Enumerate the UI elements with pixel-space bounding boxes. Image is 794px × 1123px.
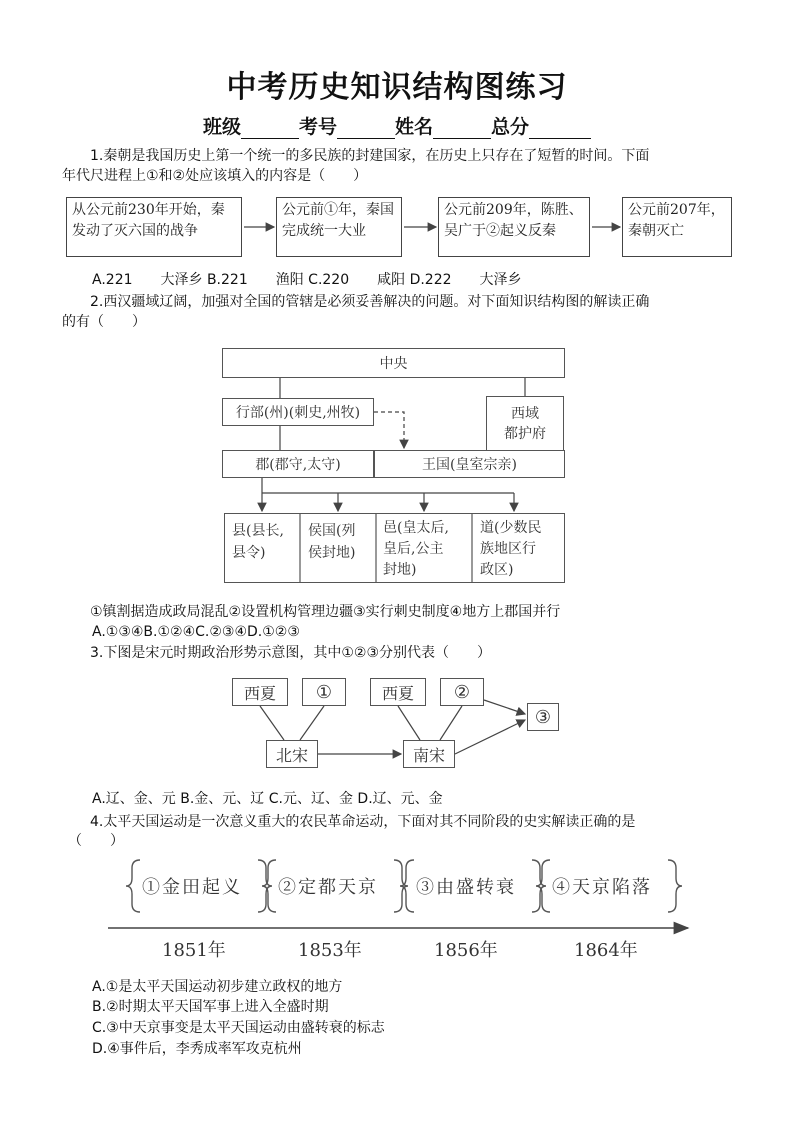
q2-hou-line1: 侯国(列 [308,523,356,539]
q4-option-b: B.②时期太平天国军事上进入全盛时期 [92,999,329,1015]
q2-dashed-link [374,412,404,448]
q2-dao-line3: 政区) [480,562,514,578]
q1-box-3 [438,197,590,257]
q2-dao-line1: 道(少数民 [480,520,542,536]
q3-circle3-label: ③ [534,706,552,728]
q2-dao-cell [474,514,564,585]
q2-yi-line2: 皇后,公主 [383,541,444,557]
page-title: 中考历史知识结构图练习 [226,70,568,105]
q1-box-2-line1: 公元前①年，秦国 [282,202,394,218]
q4-timeline-item-1: ①金田起义 [142,877,242,898]
class-blank[interactable] [241,120,299,139]
q4-year-2: 1853年 [298,940,362,961]
q1-box-1 [66,197,242,257]
q3-circle2-box [440,678,484,706]
q2-central-box [222,348,565,378]
q3-nansong-box [403,740,455,768]
q2-jun-box [222,450,374,478]
q4-timeline-item-4: ④天京陷落 [552,877,652,898]
q1-options: A.221 大泽乡 B.221 渔阳 C.220 咸阳 D.222 大泽乡 [92,272,522,288]
q4-stem-line2: （ ） [68,833,124,849]
q2-wangguo-box [374,450,565,478]
q3-arrow-nansong-c3 [455,720,525,754]
q2-xian-cell [226,516,300,568]
q3-circle2-label: ② [453,681,471,703]
q2-dao-line2: 族地区行 [480,541,536,557]
q4-stem-line1: 4.太平天国运动是一次意义重大的农民革命运动，下面对其不同阶段的史实解读正确的是 [90,814,636,830]
q3-circle1-label: ① [315,681,333,703]
q1-box-4 [622,197,732,257]
q2-hou-line2: 侯封地) [308,545,356,561]
q3-xixia-box-2 [370,678,426,706]
q3-nansong-label: 南宋 [412,745,445,765]
q3-link-xixia1-beisong [260,706,284,740]
name-label: 姓名 [395,116,434,138]
q3-arrow-c2-c3 [484,700,525,714]
q4-year-1: 1851年 [162,940,226,961]
q3-xixia-box-1 [232,678,288,706]
q1-box-4-line1: 公元前207年， [628,202,725,218]
score-blank[interactable] [529,120,591,139]
q1-stem-line2: 年代尺进程上①和②处应该填入的内容是（ ） [62,168,368,184]
student-info-line [0,112,794,139]
q2-yi-cell [377,514,473,585]
q3-beisong-box [266,740,318,768]
q3-link-c2-nansong [440,706,462,740]
q2-xiyu-line1: 西域 [511,406,539,422]
q4-year-3: 1856年 [434,940,498,961]
q1-box-3-line1: 公元前209年，陈胜、 [444,202,583,218]
q3-circle3-box [527,703,559,731]
q3-xixia-label-1: 西夏 [243,683,276,703]
q2-statements: ①镇割据造成政局混乱②设置机构管理边疆③实行刺史制度④地方上郡国并行 [90,604,561,620]
q4-timeline-item-2: ②定都天京 [278,877,378,898]
q3-link-c1-beisong [300,706,324,740]
q1-stem-line1: 1.秦朝是我国历史上第一个统一的多民族的封建国家，在历史上只存在了短暂的时间。下面 [90,148,650,164]
q3-options: A.辽、金、元 B.金、元、辽 C.元、辽、金 D.辽、元、金 [92,791,443,807]
q1-box-2-line2: 完成统一大业 [282,223,366,239]
q3-stem: 3.下图是宋元时期政治形势示意图，其中①②③分别代表（ ） [90,645,492,661]
q4-option-c: C.③中天京事变是太平天国运动由盛转衰的标志 [92,1020,385,1036]
q2-xiyu-line2: 都护府 [504,426,546,442]
q4-option-a: A.①是太平天国运动初步建立政权的地方 [92,979,343,995]
number-blank[interactable] [337,120,395,139]
q3-xixia-label-2: 西夏 [381,683,414,703]
q2-xingbu-box [222,398,374,426]
q2-wangguo-label: 王国(皇室宗亲) [422,457,517,473]
q2-xiyu-box [486,396,564,452]
q3-link-xixia2-nansong [398,706,420,740]
q2-stem-line1: 2.西汉疆域辽阔，加强对全国的管辖是必须妥善解决的问题。对下面知识结构图的解读正确 [90,294,650,310]
class-label: 班级 [202,116,241,138]
q4-timeline-item-3: ③由盛转衰 [416,877,516,898]
q2-stem-line2: 的有（ ） [62,314,146,330]
q3-circle1-box [302,678,346,706]
q2-yi-line3: 封地) [383,562,417,578]
q2-central-label: 中央 [379,356,408,372]
number-label: 考号 [298,116,337,138]
name-blank[interactable] [433,120,491,139]
q4-option-d: D.④事件后，李秀成率军攻克杭州 [92,1041,302,1057]
q2-xian-line1: 县(县长, [232,523,284,539]
q1-box-2 [276,197,402,257]
q2-xian-line2: 县令) [232,545,266,561]
q2-jun-label: 郡(郡守,太守) [255,457,341,473]
q3-beisong-label: 北宋 [275,745,308,765]
q1-box-1-line1: 从公元前230年开始，秦 [72,202,225,218]
score-label: 总分 [491,116,530,138]
q4-year-4: 1864年 [574,940,638,961]
q1-box-1-line2: 发动了灭六国的战争 [72,223,198,239]
q2-yi-line1: 邑(皇太后, [383,520,449,536]
q2-hou-cell [302,516,376,568]
q2-options: A.①③④B.①②④C.②③④D.①②③ [92,624,300,640]
q1-box-3-line2: 吴广于②起义反秦 [444,223,556,239]
q1-box-4-line2: 秦朝灭亡 [628,223,684,239]
q2-xingbu-label: 行部(州)(刺史,州牧) [235,405,361,421]
